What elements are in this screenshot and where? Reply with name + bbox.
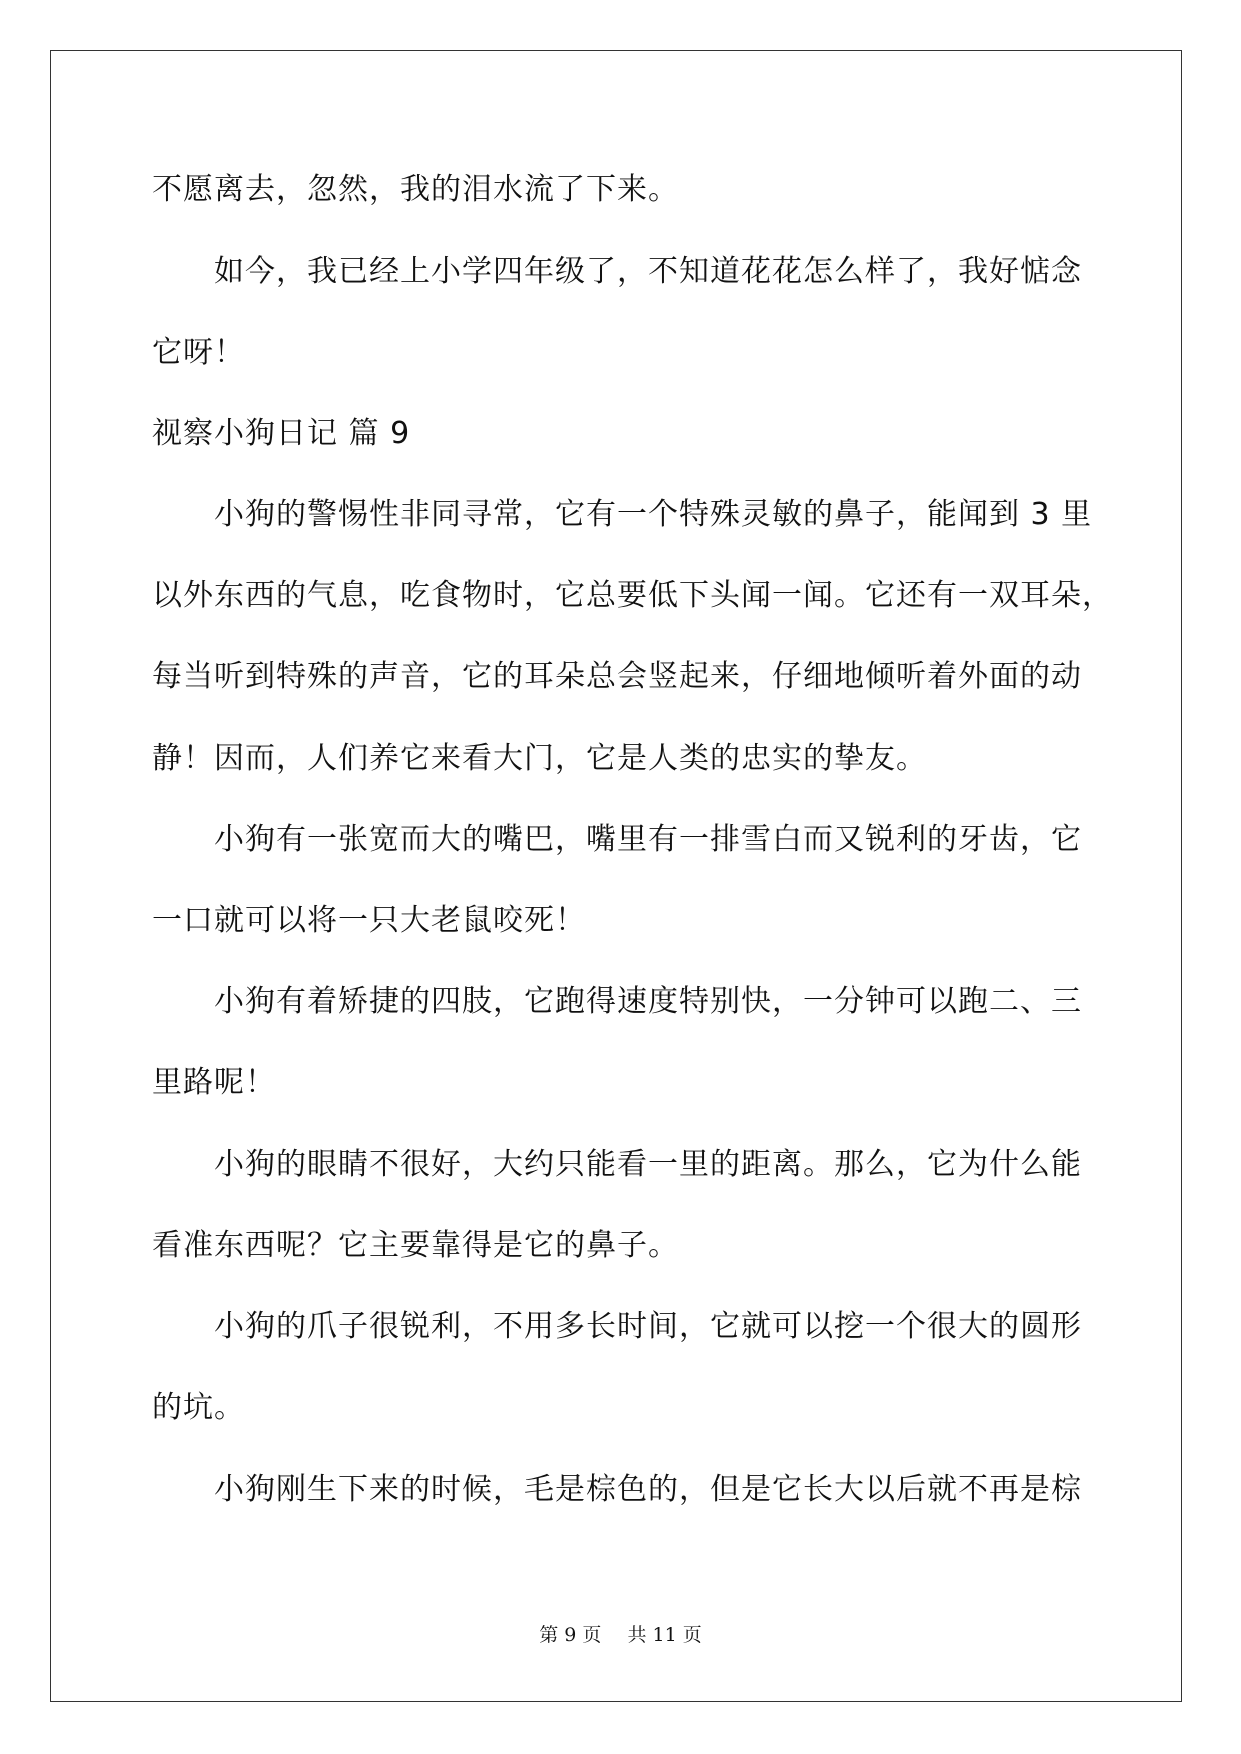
page-footer xyxy=(0,1620,1241,1647)
paragraph-start: 小狗刚生下来的时候，毛是棕色的，但是它长大以后就不再是棕 xyxy=(214,1472,1082,1507)
paragraph-start: 小狗的警惕性非同寻常，它有一个特殊灵敏的鼻子，能闻到 3 里 xyxy=(214,497,1093,532)
text-line: 一口就可以将一只大老鼠咬死！ xyxy=(152,903,586,938)
paragraph-start: 小狗有一张宽而大的嘴巴，嘴里有一排雪白而又锐利的牙齿，它 xyxy=(214,822,1082,857)
text-line: 看准东西呢？它主要靠得是它的鼻子。 xyxy=(152,1228,679,1263)
text-line: 里路呢！ xyxy=(152,1065,276,1100)
page-frame xyxy=(50,50,1182,1702)
paragraph-start: 小狗有着矫捷的四肢，它跑得速度特别快，一分钟可以跑二、三 xyxy=(214,984,1082,1019)
text-line: 每当听到特殊的声音，它的耳朵总会竖起来，仔细地倾听着外面的动 xyxy=(152,659,1082,694)
paragraph-start: 小狗的眼睛不很好，大约只能看一里的距离。那么，它为什么能 xyxy=(214,1147,1082,1182)
text-line: 它呀！ xyxy=(152,335,245,370)
paragraph-start: 如今，我已经上小学四年级了，不知道花花怎么样了，我好惦念 xyxy=(214,254,1082,289)
page-total: 共 11 页 xyxy=(627,1624,702,1646)
section-heading: 视察小狗日记 篇 9 xyxy=(152,416,411,451)
paragraph-start: 小狗的爪子很锐利，不用多长时间，它就可以挖一个很大的圆形 xyxy=(214,1309,1082,1344)
text-line: 的坑。 xyxy=(152,1390,245,1425)
text-line: 不愿离去，忽然，我的泪水流了下来。 xyxy=(152,172,679,207)
page-number: 第 9 页 xyxy=(539,1624,602,1646)
text-line: 静！因而，人们养它来看大门，它是人类的忠实的挚友。 xyxy=(152,741,927,776)
text-line: 以外东西的气息，吃食物时，它总要低下头闻一闻。它还有一双耳朵， xyxy=(152,578,1113,613)
